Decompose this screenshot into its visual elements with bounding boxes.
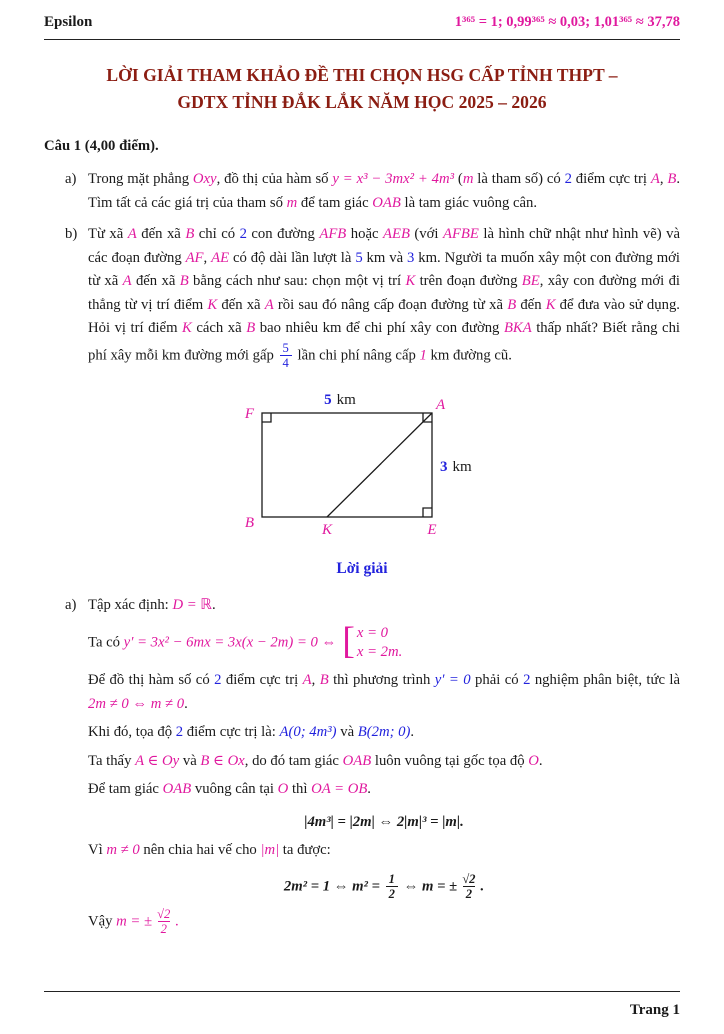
- text-segment: Vậy: [88, 913, 117, 930]
- text-segment: A ∈ Oy: [135, 752, 180, 769]
- paragraph: [88, 839, 680, 863]
- text-segment: A: [302, 672, 312, 689]
- fraction: $\frac{√2}{2}$: [462, 871, 476, 902]
- item-label: b): [65, 226, 78, 243]
- paragraph: [65, 168, 681, 215]
- text-segment: bao nhiêu km để chi phí xây con đường: [255, 320, 504, 337]
- text-segment: Oxy: [192, 171, 217, 188]
- text-segment: m = ±: [116, 913, 153, 930]
- text-segment: ta được:: [279, 842, 331, 859]
- text-segment: A: [127, 226, 137, 243]
- distance-label-top: 5 km: [324, 391, 356, 408]
- text-segment: điểm cực trị: [221, 672, 303, 689]
- text-segment: là hình chữ nhật như hình vẽ) và các đoạn đường: [88, 226, 680, 266]
- segment-AK: [327, 413, 432, 517]
- document-title: [38, 62, 686, 117]
- text-segment: OA = OB: [311, 781, 368, 798]
- figure-container: [0, 387, 724, 545]
- text-segment: OAB: [342, 752, 372, 769]
- text-segment: .: [184, 695, 188, 712]
- text-segment: , đồ thị của hàm số: [216, 171, 333, 188]
- text-segment: AF: [185, 249, 204, 266]
- text-segment: AFB: [319, 226, 347, 243]
- distance-label-right: 3 km: [440, 458, 472, 475]
- point-label-F: F: [244, 405, 254, 422]
- text-segment: ⇔ m = ±: [399, 878, 458, 895]
- text-segment: km. Người ta muốn xây một con đường mới từ xã: [88, 249, 681, 290]
- text-segment: , do đó tam giác: [244, 752, 343, 769]
- text-segment: B ∈ Ox: [200, 752, 245, 769]
- text-segment: thấp nhất? Biết rằng chi phí xây mỗi km đường mới gấp: [88, 320, 680, 364]
- text-segment: là tham số) có: [473, 171, 565, 188]
- item-label: a): [65, 596, 77, 613]
- equation: [88, 872, 680, 902]
- text-segment: và: [179, 752, 201, 769]
- text-segment: 2m² = 1 ⇔ m² =: [283, 878, 384, 895]
- text-segment: đến xã: [136, 226, 186, 243]
- text-segment: .: [211, 596, 216, 613]
- text-segment: trên đoạn đường: [415, 273, 522, 290]
- text-segment: .: [175, 913, 180, 930]
- text-segment: .: [538, 752, 543, 769]
- text-segment: K: [405, 273, 416, 290]
- text-segment: OAB: [162, 781, 192, 798]
- text-segment: 3: [407, 249, 415, 266]
- question-items: [65, 168, 681, 371]
- text-segment: AEB: [383, 226, 410, 243]
- text-segment: con đường: [246, 226, 320, 243]
- paragraph: [65, 594, 680, 618]
- solution-lines: [65, 594, 681, 937]
- text-segment: K: [545, 296, 556, 313]
- text-segment: phải có: [470, 672, 524, 689]
- text-segment: chỉ có: [194, 226, 240, 243]
- text-segment: có độ dài lần lượt là: [229, 249, 356, 266]
- text-segment: hoặc: [346, 226, 383, 243]
- page-footer: [44, 991, 680, 1022]
- text-segment: B: [667, 171, 677, 188]
- text-segment: B: [246, 320, 256, 337]
- text-segment: B(2m; 0): [357, 724, 411, 741]
- item-label: a): [65, 171, 77, 188]
- text-segment: m: [286, 194, 298, 211]
- text-segment: vuông cân tại: [191, 781, 278, 798]
- text-segment: A: [650, 171, 660, 188]
- point-label-K: K: [321, 521, 333, 538]
- text-segment: rồi sau đó nâng cấp đoạn đường từ xã: [273, 296, 508, 313]
- text-segment: 5: [355, 249, 363, 266]
- text-segment: lần chi phí nâng cấp: [293, 347, 420, 364]
- text-segment: B: [185, 226, 195, 243]
- text-segment: 2: [523, 672, 531, 689]
- text-segment: , xây con đường mới đi thẳng từ vị trí điểm: [88, 273, 680, 313]
- fraction: $\frac{1}{2}$: [386, 872, 398, 902]
- text-segment: BKA: [503, 320, 532, 337]
- text-segment: AFBE: [442, 226, 479, 243]
- text-segment: ,: [659, 171, 668, 188]
- text-segment: Trong mặt phẳng: [88, 171, 193, 188]
- text-segment: thì: [288, 781, 312, 798]
- text-segment: A: [264, 296, 274, 313]
- paragraph: [88, 778, 680, 802]
- page-header: [44, 10, 680, 40]
- paragraph: [65, 223, 681, 371]
- text-segment: Để tam giác: [88, 781, 163, 798]
- header-formula: 1³⁶⁵ = 1; 0,99³⁶⁵ ≈ 0,03; 1,01³⁶⁵ ≈ 37,78: [454, 14, 680, 30]
- text-segment: AE: [211, 249, 230, 266]
- text-segment: . Tìm tất cả các giá trị của tham số: [88, 171, 681, 211]
- right-angle-mark-E: [423, 508, 432, 517]
- text-segment: (: [454, 171, 463, 188]
- text-segment: K: [182, 320, 192, 337]
- text-segment: O: [277, 781, 289, 798]
- text-segment: thì phương trình: [328, 672, 435, 689]
- paragraph: [88, 669, 680, 716]
- text-segment: O: [528, 752, 539, 769]
- text-segment: Để đồ thị hàm số có: [88, 672, 215, 689]
- text-segment: B: [507, 296, 517, 313]
- text-segment: để đưa vào sử dụng. Hỏi vị trí điểm: [88, 296, 680, 337]
- point-label-B: B: [244, 514, 254, 531]
- text-segment: bằng cách như sau: chọn một vị trí: [188, 273, 406, 290]
- text-segment: 2: [239, 226, 247, 243]
- text-segment: A(0; 4m³): [279, 724, 337, 741]
- right-angle-mark-F: [262, 413, 271, 422]
- text-segment: Ta có: [88, 634, 124, 651]
- cases-bracket: [ x = 0 x = 2m.: [342, 620, 403, 663]
- question-heading: Câu 1 (4,00 điểm).: [44, 137, 159, 154]
- text-segment: OAB: [372, 194, 401, 211]
- solution-heading: Lời giải: [336, 559, 388, 577]
- text-segment: Từ xã: [88, 226, 128, 243]
- text-segment: Khi đó, tọa độ: [88, 724, 176, 741]
- text-segment: cách xã: [191, 320, 247, 337]
- text-segment: để tam giác: [297, 194, 373, 211]
- point-label-A: A: [436, 396, 446, 413]
- text-segment: m ≠ 0: [106, 842, 140, 859]
- text-segment: BE: [521, 273, 540, 290]
- fraction: $\frac{√2}{2}$: [157, 906, 171, 937]
- text-segment: |m|: [260, 842, 280, 859]
- text-segment: đến xã: [131, 273, 180, 290]
- paragraph: [88, 907, 680, 937]
- text-segment: nghiệm phân biệt, tức là: [530, 672, 681, 689]
- text-segment: ,: [203, 249, 212, 266]
- text-segment: nên chia hai vế cho: [139, 842, 261, 859]
- rectangle-AFBE: [262, 413, 432, 517]
- text-segment: km đường cũ.: [426, 347, 512, 364]
- text-segment: 2: [175, 724, 184, 741]
- text-segment: Vì: [88, 842, 107, 859]
- text-segment: K: [207, 296, 218, 313]
- text-segment: ,: [311, 672, 320, 689]
- text-segment: 2m ≠ 0 ⇔ m ≠ 0: [88, 695, 185, 712]
- text-segment: là tam giác vuông cân.: [400, 194, 538, 211]
- paragraph: [88, 750, 680, 774]
- document-title-line2: GDTX TỈNH ĐẮK LẮK NĂM HỌC 2025 – 2026: [177, 92, 547, 113]
- text-segment: B: [179, 273, 189, 290]
- text-segment: D = ℝ: [172, 596, 212, 613]
- equation: [88, 811, 680, 835]
- text-segment: B: [319, 672, 329, 689]
- text-segment: 2: [214, 672, 222, 689]
- text-segment: |4m³| = |2m| ⇔ 2|m|³ = |m|.: [304, 813, 464, 830]
- text-segment: .: [480, 878, 485, 895]
- text-segment: A: [122, 273, 132, 290]
- text-segment: .: [367, 781, 371, 798]
- point-label-E: E: [427, 521, 437, 538]
- text-segment: đến: [516, 296, 546, 313]
- text-segment: 1: [419, 347, 427, 364]
- text-segment: m: [462, 171, 474, 188]
- text-segment: luôn vuông tại gốc tọa độ: [371, 752, 529, 769]
- text-segment: y = x³ − 3mx² + 4m³: [332, 171, 455, 188]
- text-segment: Tập xác định:: [88, 596, 173, 613]
- text-segment: y′ = 0: [434, 672, 471, 689]
- text-segment: điểm cực trị: [571, 171, 651, 188]
- paragraph: [88, 622, 680, 664]
- text-segment: y′ = 3x² − 6mx = 3x(x − 2m) = 0 ⇔: [123, 634, 337, 651]
- brand-label: Epsilon: [44, 14, 93, 30]
- text-segment: Ta thấy: [88, 752, 136, 769]
- text-segment: và: [336, 724, 358, 741]
- page-number: Trang 1: [629, 1002, 680, 1018]
- text-segment: km và: [362, 249, 407, 266]
- paragraph: [88, 721, 680, 745]
- text-segment: (với: [409, 226, 443, 243]
- document-title-line1: LỜI GIẢI THAM KHẢO ĐỀ THI CHỌN HSG CẤP TỈNH THPT –: [106, 65, 618, 86]
- fraction: $\frac{5}{4}$: [280, 341, 292, 371]
- text-segment: đến xã: [217, 296, 265, 313]
- text-segment: 2: [564, 171, 572, 188]
- text-segment: điểm cực trị là:: [183, 724, 280, 741]
- text-segment: .: [410, 724, 415, 741]
- geometry-figure: [202, 387, 522, 545]
